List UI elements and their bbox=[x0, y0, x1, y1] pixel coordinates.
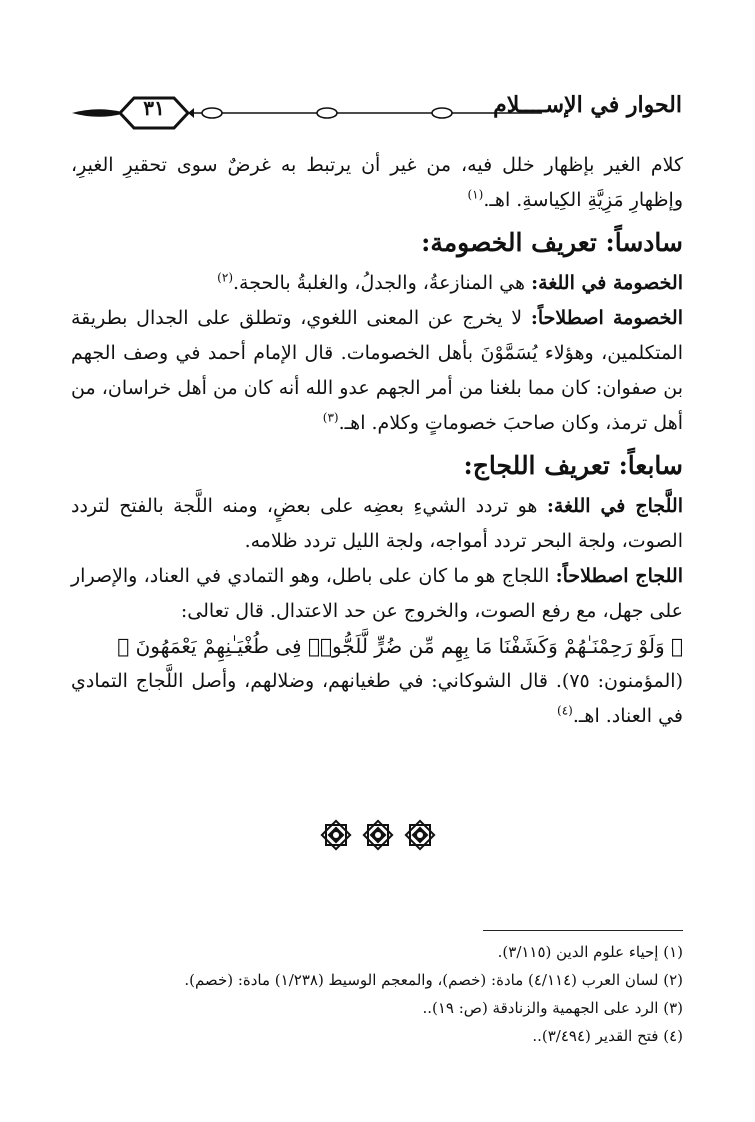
footnote-separator bbox=[483, 930, 683, 931]
main-text bbox=[71, 148, 683, 734]
paragraph-text: لا يخرج عن المعنى اللغوي، وتطلق على الجدال بطريقة المتكلمين، وهؤلاء يُسَمَّوْنَ بأهل الخصومات. قال الإمام أحمد في وصف الجهم بن صفوان: كان مما بلغنا من أمر الجهم عدو الله أنه كان من أهل خراسان، من أهل ترمذ، وكان صاحبَ خصوماتٍ وكلام. اهـ. bbox=[71, 307, 683, 434]
paragraph bbox=[71, 664, 683, 734]
octagram-ornament-icon bbox=[403, 818, 437, 856]
defined-term: اللَّجاج في اللغة: bbox=[546, 495, 683, 517]
footnote-item: (٤) فتح القدير (٣/٤٩٤).. bbox=[532, 1027, 683, 1045]
octagram-ornament-icon bbox=[319, 818, 353, 856]
footnote-reference[interactable]: (٤) bbox=[557, 703, 573, 718]
section-heading: سابعاً: تعريف اللجاج: bbox=[463, 451, 683, 480]
running-header bbox=[72, 88, 682, 138]
footnotes bbox=[71, 938, 683, 1050]
defined-term: الخصومة اصطلاحاً: bbox=[530, 307, 683, 329]
paragraph bbox=[71, 266, 683, 301]
defined-term: اللجاج اصطلاحاً: bbox=[555, 565, 683, 587]
paragraph bbox=[71, 301, 683, 441]
paragraph bbox=[71, 559, 683, 629]
paragraph-text: (المؤمنون: ٧٥). قال الشوكاني: في طغيانهم، وضلالهم، وأصل اللَّجاج التمادي في العناد. اهـ. bbox=[71, 670, 683, 727]
paragraph-text: كلام الغير بإظهار خلل فيه، من غير أن يرتبط به غرضٌ سوى تحقيرِ الغيرِ، وإظهارِ مَزِيَّةِ الكِياسةِ. اهـ. bbox=[71, 154, 683, 211]
footnote-reference[interactable]: (١) bbox=[467, 187, 484, 202]
octagram-ornament-icon bbox=[361, 818, 395, 856]
paragraph bbox=[71, 489, 683, 559]
paragraph bbox=[71, 148, 683, 218]
paragraph-text: اللجاج هو ما كان على باطل، وهو التمادي في العناد، والإصرار على جهل، مع رفع الصوت، والخروج عن حد الاعتدال. قال تعالى: bbox=[71, 565, 683, 622]
footnote-reference[interactable]: (٢) bbox=[217, 270, 233, 285]
footnote-reference[interactable]: (٣) bbox=[322, 410, 339, 425]
book-title: الحوار في الإســــلام bbox=[493, 92, 682, 118]
paragraph-text: هو تردد الشيءِ بعضِه على بعضٍ، ومنه اللَّجة بالفتح لتردد الصوت، ولجة البحر تردد أمواجه، ولجة الليل تردد ظلامه. bbox=[71, 495, 683, 552]
footnote-item: (١) إحياء علوم الدين (٣/١١٥). bbox=[497, 943, 683, 961]
section-heading: سادساً: تعريف الخصومة: bbox=[421, 228, 683, 257]
defined-term: الخصومة في اللغة: bbox=[531, 272, 683, 294]
paragraph-text: هي المنازعةُ، والجدلُ، والغلبةُ بالحجة. bbox=[233, 272, 532, 294]
quran-verse: ﴿ وَلَوْ رَحِمْنَـٰهُمْ وَكَشَفْنَا مَا بِهِم مِّن ضُرٍّ لَّلَجُّوا۟ فِى طُغْيَـٰنِهِمْ يَعْمَهُونَ ﴾ bbox=[117, 634, 683, 658]
page-number: ٣١ bbox=[143, 96, 165, 120]
section-divider-ornament bbox=[0, 818, 755, 858]
footnote-item: (٣) الرد على الجهمية والزنادقة (ص: ١٩).. bbox=[422, 999, 683, 1017]
footnote-item: (٢) لسان العرب (٤/١١٤) مادة: (خصم)، والمعجم الوسيط (١/٢٣٨) مادة: (خصم). bbox=[184, 971, 683, 989]
